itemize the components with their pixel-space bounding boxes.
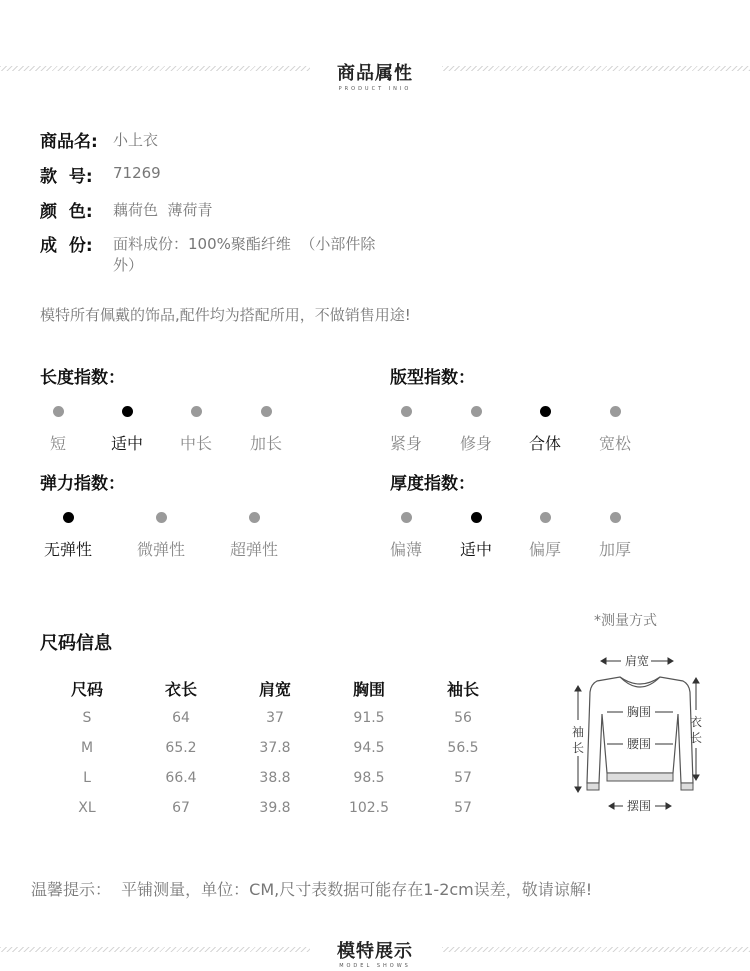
thickness-option-4: 加厚 — [598, 540, 631, 559]
table-row — [40, 793, 510, 823]
cell-shoulder: 37 — [266, 710, 284, 726]
fit-dot-4 — [610, 406, 621, 417]
cell-size: L — [83, 770, 91, 786]
table-row — [40, 763, 510, 793]
thickness-option-3: 偏厚 — [528, 540, 561, 559]
cell-size: S — [82, 710, 92, 726]
length-dot-1 — [53, 406, 64, 417]
cell-sleeve: 57 — [454, 770, 472, 786]
length-dot-3 — [191, 406, 202, 417]
length-option-3: 中长 — [179, 434, 212, 453]
chest-label: 胸围 — [627, 705, 652, 719]
header-divider-left — [0, 66, 310, 71]
elasticity-index-title: 弹力指数： — [40, 474, 125, 494]
header-shoulder: 肩宽 — [258, 679, 291, 699]
cell-shoulder: 39.8 — [259, 800, 291, 816]
attr-value-name: 小上衣 — [113, 131, 159, 149]
cell-length: 67 — [172, 800, 190, 816]
thickness-option-2: 适中 — [459, 540, 492, 559]
size-table-header — [40, 673, 510, 703]
fit-dot-1 — [401, 406, 412, 417]
cell-length: 65.2 — [165, 740, 197, 756]
sweater-icon — [587, 677, 693, 783]
attr-label-composition: 成 份: — [40, 236, 93, 256]
left-cuff — [587, 783, 599, 790]
attr-label-style: 款 号: — [40, 167, 93, 187]
cell-size: XL — [78, 800, 96, 816]
length-label-1: 衣 — [690, 715, 703, 729]
body-length-arrow — [693, 678, 699, 780]
fit-option-3: 合体 — [528, 434, 561, 453]
header-sleeve: 袖长 — [446, 679, 479, 699]
length-dot-4 — [261, 406, 272, 417]
header-chest: 胸围 — [352, 679, 385, 699]
elasticity-dot-2 — [156, 512, 167, 523]
fit-index-title: 版型指数： — [390, 368, 475, 388]
thickness-dot-3 — [540, 512, 551, 523]
attr-value-composition-line2: 外） — [113, 256, 144, 274]
table-row — [40, 703, 510, 733]
cell-sleeve: 56 — [454, 710, 472, 726]
cell-size: M — [80, 740, 94, 756]
thickness-dot-1 — [401, 512, 412, 523]
footer-divider-left — [0, 947, 310, 952]
section-title: 商品属性 — [337, 63, 413, 84]
cell-sleeve: 56.5 — [447, 740, 479, 756]
waist-label: 腰围 — [627, 737, 652, 751]
cell-shoulder: 38.8 — [259, 770, 291, 786]
elasticity-option-1: 无弹性 — [43, 540, 92, 559]
footer-title: 模特展示 — [337, 941, 413, 962]
elasticity-option-3: 超弹性 — [229, 540, 278, 559]
size-table — [40, 673, 510, 823]
measure-method-title: *测量方式 — [594, 613, 657, 629]
attr-label-name: 商品名: — [40, 132, 98, 152]
disclaimer-text: 模特所有佩戴的饰品,配件均为搭配所用，不做销售用途! — [40, 306, 411, 324]
length-option-1: 短 — [49, 434, 66, 453]
length-dot-2-selected — [122, 406, 133, 417]
cell-sleeve: 57 — [454, 800, 472, 816]
fit-option-2: 修身 — [459, 434, 492, 453]
cell-chest: 94.5 — [353, 740, 385, 756]
cell-chest: 102.5 — [348, 800, 390, 816]
fit-option-4: 宽松 — [598, 434, 631, 453]
right-cuff — [681, 783, 693, 790]
fit-option-1: 紧身 — [389, 434, 422, 453]
fit-dot-3-selected — [540, 406, 551, 417]
header-size: 尺码 — [70, 679, 103, 699]
length-option-2: 适中 — [110, 434, 143, 453]
elasticity-option-2: 微弹性 — [136, 540, 185, 559]
thickness-index-title: 厚度指数： — [390, 474, 475, 494]
sleeve-label-2: 长 — [572, 741, 585, 755]
thickness-dot-4 — [610, 512, 621, 523]
sweater-hem-band — [607, 773, 673, 781]
attr-label-color: 颜 色: — [40, 202, 93, 222]
cell-chest: 98.5 — [353, 770, 385, 786]
cell-length: 64 — [172, 710, 190, 726]
warm-tip: 温馨提示： 平铺测量，单位：CM,尺寸表数据可能存在1-2cm误差，敬请谅解! — [31, 880, 593, 899]
attr-value-color: 藕荷色 薄荷青 — [113, 201, 213, 219]
cell-length: 66.4 — [165, 770, 197, 786]
footer-subtitle: MODEL SHOWS — [339, 963, 411, 969]
table-row — [40, 733, 510, 763]
fit-dot-2 — [471, 406, 482, 417]
footer-divider-right — [442, 947, 750, 952]
sleeve-label-1: 袖 — [572, 725, 585, 739]
header-divider-right — [442, 66, 750, 71]
thickness-dot-2-selected — [471, 512, 482, 523]
elasticity-dot-3 — [249, 512, 260, 523]
cell-shoulder: 37.8 — [259, 740, 291, 756]
cell-chest: 91.5 — [353, 710, 385, 726]
length-option-4: 加长 — [249, 434, 282, 453]
sleeve-length-arrow — [575, 686, 581, 792]
shoulder-label: 肩宽 — [625, 654, 650, 668]
attr-value-style: 71269 — [113, 164, 161, 182]
size-info-title: 尺码信息 — [40, 633, 112, 654]
sweater-diagram — [565, 648, 715, 820]
section-subtitle: PRODUCT INIO — [338, 86, 412, 92]
elasticity-dot-1-selected — [63, 512, 74, 523]
length-index-title: 长度指数： — [40, 368, 125, 388]
thickness-option-1: 偏薄 — [389, 540, 422, 559]
hem-label: 摆围 — [627, 799, 652, 813]
attr-value-composition-line1: 面料成份：100%聚酯纤维 （小部件除 — [113, 235, 376, 253]
header-length: 衣长 — [164, 679, 197, 699]
length-label-2: 长 — [690, 731, 703, 745]
